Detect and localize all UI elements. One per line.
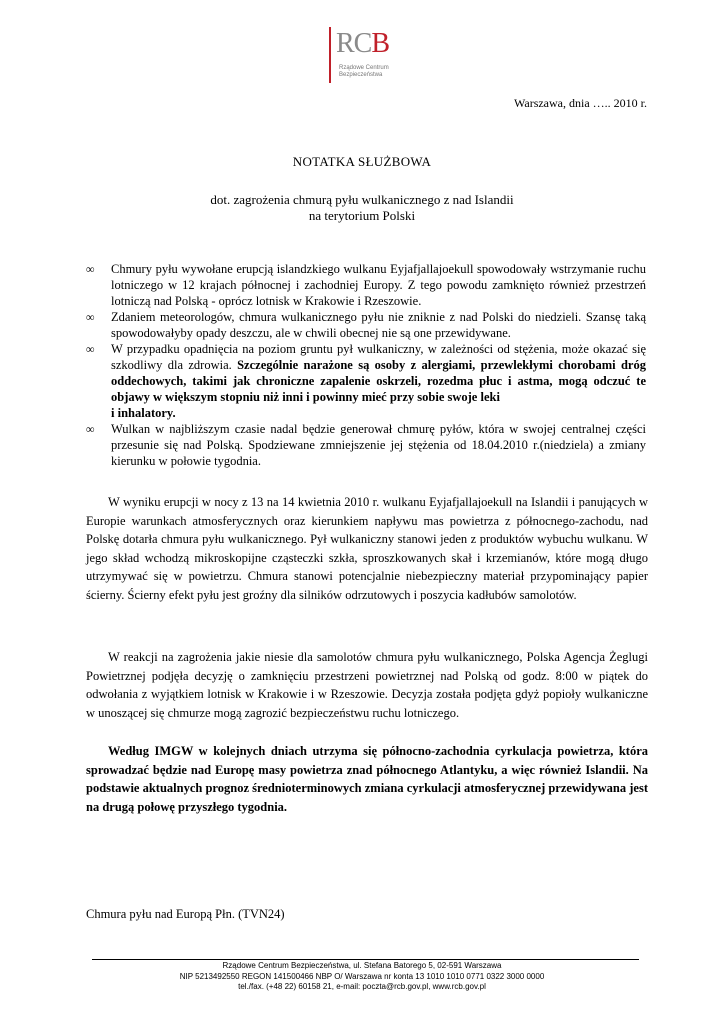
document-title: NOTATKA SŁUŻBOWA xyxy=(292,154,432,169)
bullet-item xyxy=(86,341,646,421)
bullet-item xyxy=(86,309,646,341)
document-date: Warszawa, dnia ….. 2010 r. xyxy=(514,96,647,110)
paragraph-text: Według IMGW w kolejnych dniach utrzyma się północno-zachodnia cyrkulacja powietrza, która sprowadzać będzie nad Europę masy powietrza znad północnego Atlantyku, a więc również Islandii. Na podstawie aktualnych prognoz średnioterminowych zmiana cyrkulacji atmosferycznej przewidywana jest na drugą połowę przyszłego tygodnia. xyxy=(86,744,648,814)
rcb-logo xyxy=(329,27,397,85)
subject-line-2: na terytorium Polski xyxy=(308,208,416,223)
document-subject xyxy=(0,192,724,224)
logo-mark-rc: RC xyxy=(336,28,372,59)
footer-contact: tel./fax. (+48 22) 60158 21, e-mail: poczta@rcb.gov.pl, www.rcb.gov.pl xyxy=(238,982,486,991)
paragraph-text: W wyniku erupcji w nocy z 13 na 14 kwietnia 2010 r. wulkanu Eyjafjallajoekull na Islandii i panujących w Europie warunkach atmosferycznych oraz kierunkiem napływu mas powietrza z północnego-zachodu, nad Polskę dotarła chmura pyłu wulkanicznego. Pył wulkaniczny stanowi jeden z produktów wybuchu wulkanu. W jego skład wchodzą mikroskopijne cząsteczki szkła, sproszkowanych skał i krzemianów, które mogą długo utrzymywać się w powietrzu. Chmura stanowi potencjalnie niebezpieczny materiał przypominający papier ścierny. Ścierny efekt pyłu jest groźny dla silników odrzutowych i poszycia kadłubów samolotów. xyxy=(86,495,648,602)
footer-divider xyxy=(92,959,639,960)
subject-line-1: dot. zagrożenia chmurą pyłu wulkanicznego z nad Islandii xyxy=(210,192,514,207)
bullet-symbol-icon: ∞ xyxy=(86,342,95,356)
paragraph-eruption xyxy=(86,493,648,604)
logo-subtitle-line1: Rządowe Centrum xyxy=(339,65,389,71)
logo-subtitle-line2: Bezpieczeństwa xyxy=(339,72,383,78)
logo-red-bar xyxy=(329,27,331,83)
bullet-text: Chmury pyłu wywołane erupcją islandzkiego wulkanu Eyjafjallajoekull spowodowały wstrzymanie ruchu lotniczego w 12 krajach północnej i zachodniej Europy. Z tego powodu zamknięto również przestrzeń lotniczą nad Polską - oprócz lotnisk w Krakowie i Rzeszowie. xyxy=(111,262,646,308)
bullet-text-bold: Szczególnie narażone są osoby z alergiami, przewlekłymi chorobami dróg oddechowych, takimi jak chroniczne zapalenie oskrzeli, rozedma płuc i astma, mogą odczuć te objawy w większym stopniu niż inni i powinny mieć przy sobie swoje leki xyxy=(111,358,646,404)
bullet-text: Zdaniem meteorologów, chmura wulkanicznego pyłu nie zniknie z nad Polski do niedzieli. Szansę taką spowodowałyby opady deszczu, ale w chwili obecnej nie są one przewidywane. xyxy=(111,310,646,340)
paragraph-airspace xyxy=(86,648,648,722)
bullet-list xyxy=(86,261,646,469)
bullet-item xyxy=(86,261,646,309)
bullet-symbol-icon: ∞ xyxy=(86,422,95,436)
bullet-item xyxy=(86,421,646,469)
paragraph-imgw-forecast xyxy=(86,742,648,816)
image-caption: Chmura pyłu nad Europą Płn. (TVN24) xyxy=(86,907,285,921)
logo-mark-b: B xyxy=(371,28,390,59)
footer xyxy=(0,961,724,993)
footer-registration: NIP 5213492550 REGON 141500466 NBP O/ Warszawa nr konta 13 1010 1010 0771 0322 3000 0000 xyxy=(179,971,545,981)
bullet-symbol-icon: ∞ xyxy=(86,310,95,324)
bullet-symbol-icon: ∞ xyxy=(86,262,95,276)
logo-mark xyxy=(336,27,389,61)
bullet-text: W przypadku opadnięcia na poziom gruntu pył wulkaniczny, w zależności od stężenia, może okazać się szkodliwy dla zdrowia. xyxy=(111,342,646,372)
footer-address: Rządowe Centrum Bezpieczeństwa, ul. Stefana Batorego 5, 02-591 Warszawa xyxy=(222,961,502,970)
paragraph-text: W reakcji na zagrożenia jakie niesie dla samolotów chmura pyłu wulkanicznego, Polska Agencja Żeglugi Powietrznej podjęła decyzję o zamknięciu przestrzeni powietrznej nad Polską od godz. 8:00 w piątek do odwołania z wyjątkiem lotnisk w Krakowie i w Rzeszowie. Decyzja została podjęta gdyż popioły wulkaniczne w unoszącej się chmurze mogą zagrozić bezpieczeństwu ruchu lotniczego. xyxy=(86,650,648,720)
bullet-text: Wulkan w najbliższym czasie nadal będzie generował chmurę pyłów, która w swojej centralnej części przesunie się nad Polską. Spodziewane zmniejszenie jej stężenia od 18.04.2010 r.(niedziela) a zmiany kierunku w połowie tygodnia. xyxy=(111,422,646,468)
bullet-text-bold-end: i inhalatory. xyxy=(111,406,176,420)
